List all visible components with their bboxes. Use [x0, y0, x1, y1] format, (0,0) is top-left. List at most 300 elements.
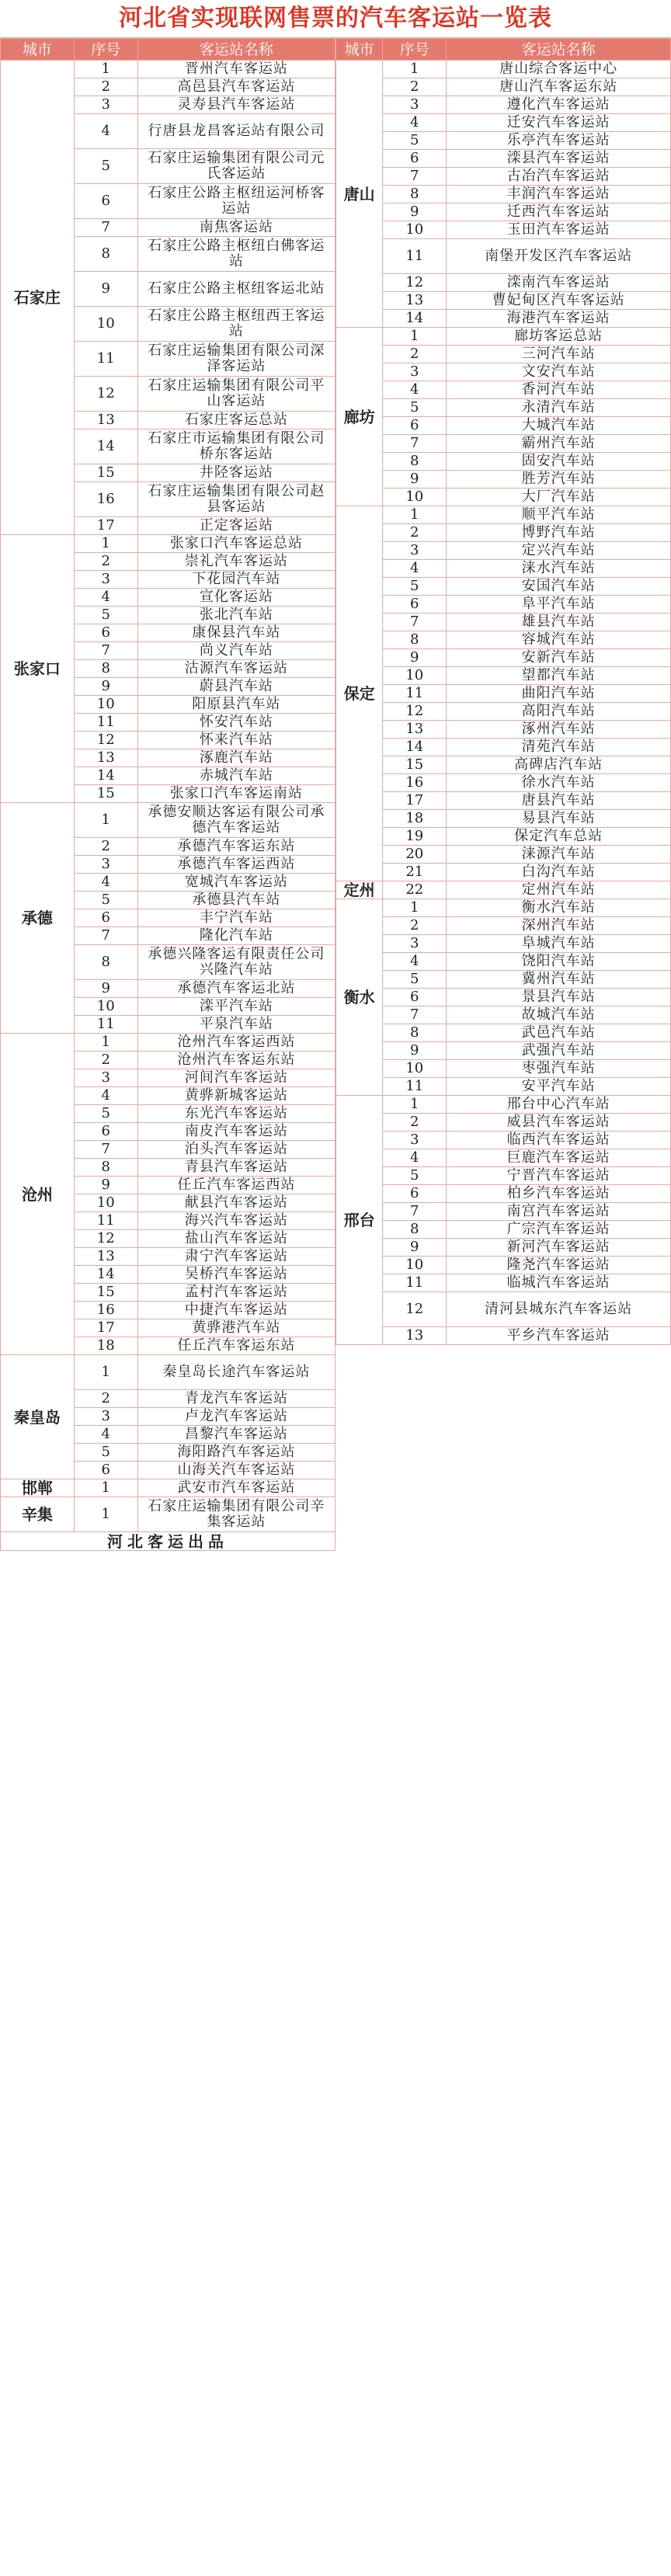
station-name-cell: 玉田汽车客运站 — [447, 221, 671, 239]
seq-cell: 17 — [383, 792, 447, 810]
station-name-cell: 易县汽车站 — [447, 810, 671, 828]
table-row — [336, 168, 671, 186]
table-row — [336, 78, 671, 96]
station-name-cell: 胜芳汽车站 — [447, 471, 671, 488]
station-name-cell: 海港汽车客运站 — [447, 310, 671, 328]
table-row — [336, 667, 671, 685]
seq-cell: 1 — [74, 1034, 137, 1052]
seq-cell: 13 — [74, 412, 137, 429]
seq-cell: 3 — [383, 542, 447, 560]
station-name-cell: 唐山综合客运中心 — [447, 61, 671, 78]
station-name-cell: 深州汽车站 — [447, 917, 671, 935]
station-name-cell: 枣强汽车站 — [447, 1060, 671, 1078]
seq-cell: 22 — [383, 881, 447, 899]
table-row — [336, 471, 671, 488]
station-name-cell: 白沟汽车站 — [447, 864, 671, 881]
city-cell: 邯郸 — [1, 1479, 75, 1497]
seq-cell: 5 — [74, 607, 137, 624]
station-name-cell: 石家庄运输集团有限公司辛集客运站 — [137, 1497, 335, 1532]
station-name-cell: 盐山汽车客运站 — [137, 1230, 335, 1248]
station-name-cell: 安国汽车站 — [447, 578, 671, 596]
seq-cell: 6 — [74, 1462, 137, 1479]
seq-cell: 2 — [383, 524, 447, 542]
table-row — [336, 1096, 671, 1114]
table-row — [336, 721, 671, 739]
seq-cell: 4 — [383, 381, 447, 399]
seq-cell: 3 — [383, 96, 447, 114]
table-row — [336, 935, 671, 953]
station-name-cell: 任丘汽车客运东站 — [137, 1337, 335, 1355]
table-row — [336, 899, 671, 917]
station-name-cell: 文安汽车站 — [447, 363, 671, 381]
station-name-cell: 邢台中心汽车站 — [447, 1096, 671, 1114]
station-name-cell: 孟村汽车客运站 — [137, 1284, 335, 1302]
table-row — [336, 1292, 671, 1327]
seq-cell: 2 — [383, 78, 447, 96]
seq-cell: 9 — [74, 1177, 137, 1194]
station-name-cell: 石家庄公路主枢纽西王客运站 — [137, 307, 335, 342]
seq-cell: 7 — [74, 927, 137, 945]
seq-cell: 11 — [74, 1016, 137, 1034]
table-row — [336, 917, 671, 935]
table-row — [336, 1203, 671, 1221]
seq-cell: 9 — [383, 203, 447, 221]
table-row — [336, 1274, 671, 1292]
station-name-cell: 行唐县龙昌客运站有限公司 — [137, 114, 335, 149]
station-name-cell: 青县汽车客运站 — [137, 1159, 335, 1177]
table-row — [336, 631, 671, 649]
seq-cell: 7 — [383, 435, 447, 453]
seq-cell: 7 — [383, 614, 447, 631]
seq-cell: 10 — [383, 667, 447, 685]
station-name-cell: 阳原县汽车站 — [137, 696, 335, 714]
seq-cell: 13 — [74, 749, 137, 767]
seq-cell: 1 — [74, 803, 137, 838]
table-row — [336, 596, 671, 614]
city-cell: 沧州 — [1, 1034, 75, 1355]
seq-cell: 6 — [74, 624, 137, 642]
table-row — [336, 756, 671, 774]
seq-cell: 11 — [74, 714, 137, 732]
seq-cell: 9 — [74, 678, 137, 696]
table-row — [336, 221, 671, 239]
seq-cell: 8 — [383, 186, 447, 203]
station-name-cell: 康保县汽车站 — [137, 624, 335, 642]
seq-cell: 18 — [74, 1337, 137, 1355]
seq-cell: 1 — [383, 1096, 447, 1114]
station-column-header: 客运站名称 — [137, 39, 335, 61]
table-row — [336, 846, 671, 864]
seq-cell: 7 — [74, 219, 137, 237]
seq-cell: 10 — [383, 1257, 447, 1274]
station-name-cell: 武强汽车站 — [447, 1042, 671, 1060]
station-name-cell: 衡水汽车站 — [447, 899, 671, 917]
table-row — [336, 435, 671, 453]
station-name-cell: 青龙汽车客运站 — [137, 1390, 335, 1408]
seq-cell: 6 — [383, 150, 447, 168]
table-row — [1, 535, 336, 553]
table-row — [336, 399, 671, 417]
station-name-cell: 宽城汽车客运站 — [137, 874, 335, 892]
table-row — [336, 1024, 671, 1042]
station-name-cell: 献县汽车客运站 — [137, 1194, 335, 1212]
table-row — [336, 328, 671, 346]
table-row — [336, 953, 671, 971]
seq-cell: 12 — [383, 274, 447, 292]
station-name-cell: 沧州汽车客运西站 — [137, 1034, 335, 1052]
table-row — [336, 649, 671, 667]
seq-cell: 11 — [383, 1078, 447, 1096]
station-name-cell: 晋州汽车客运站 — [137, 61, 335, 78]
station-name-cell: 承德县汽车站 — [137, 892, 335, 909]
city-cell: 承德 — [1, 803, 75, 1034]
station-name-cell: 涞源汽车站 — [447, 846, 671, 864]
seq-cell: 5 — [383, 399, 447, 417]
seq-cell: 21 — [383, 864, 447, 881]
station-name-cell: 泊头汽车客运站 — [137, 1141, 335, 1159]
table-row — [336, 114, 671, 132]
station-name-cell: 沧州汽车客运东站 — [137, 1052, 335, 1069]
seq-cell: 8 — [383, 1024, 447, 1042]
seq-cell: 1 — [383, 328, 447, 346]
seq-cell: 19 — [383, 828, 447, 846]
seq-cell: 10 — [383, 221, 447, 239]
station-name-cell: 蔚县汽车站 — [137, 678, 335, 696]
station-name-cell: 阜平汽车站 — [447, 596, 671, 614]
seq-cell: 5 — [74, 892, 137, 909]
station-name-cell: 大城汽车站 — [447, 417, 671, 435]
table-row — [336, 488, 671, 506]
seq-cell: 8 — [383, 1221, 447, 1239]
table-row — [336, 239, 671, 274]
station-name-cell: 承德兴隆客运有限责任公司兴隆汽车站 — [137, 945, 335, 980]
seq-cell: 2 — [383, 917, 447, 935]
seq-cell: 11 — [383, 685, 447, 703]
seq-cell: 5 — [383, 132, 447, 150]
seq-cell: 2 — [74, 1390, 137, 1408]
seq-cell: 3 — [74, 1408, 137, 1426]
seq-cell: 12 — [383, 1292, 447, 1327]
station-name-cell: 霸州汽车站 — [447, 435, 671, 453]
footer-credit: 河北客运出品 — [1, 1532, 336, 1551]
table-row — [1, 803, 336, 838]
station-name-cell: 中捷汽车客运站 — [137, 1302, 335, 1319]
seq-cell: 11 — [74, 342, 137, 377]
seq-cell: 6 — [74, 1123, 137, 1141]
table-row — [1, 1034, 336, 1052]
station-name-cell: 石家庄运输集团有限公司深泽客运站 — [137, 342, 335, 377]
seq-cell: 3 — [74, 96, 137, 114]
station-name-cell: 涿州汽车站 — [447, 721, 671, 739]
station-name-cell: 高阳汽车站 — [447, 703, 671, 721]
station-name-cell: 山海关汽车客运站 — [137, 1462, 335, 1479]
seq-cell: 11 — [383, 239, 447, 274]
station-name-cell: 石家庄客运总站 — [137, 412, 335, 429]
table-row — [336, 989, 671, 1006]
seq-cell: 4 — [74, 589, 137, 607]
table-row — [336, 292, 671, 310]
table-row — [336, 61, 671, 78]
seq-column-header: 序号 — [383, 39, 447, 61]
station-name-cell: 三河汽车站 — [447, 346, 671, 363]
seq-cell: 8 — [383, 631, 447, 649]
seq-cell: 12 — [74, 732, 137, 749]
seq-cell: 18 — [383, 810, 447, 828]
seq-cell: 12 — [74, 1230, 137, 1248]
station-name-cell: 饶阳汽车站 — [447, 953, 671, 971]
seq-cell: 9 — [74, 272, 137, 307]
table-row — [336, 1006, 671, 1024]
table-row — [336, 96, 671, 114]
seq-cell: 10 — [383, 488, 447, 506]
table-row — [336, 739, 671, 756]
left-body — [1, 61, 336, 1551]
station-name-cell: 丰润汽车客运站 — [447, 186, 671, 203]
seq-cell: 13 — [383, 721, 447, 739]
station-name-cell: 隆化汽车站 — [137, 927, 335, 945]
seq-cell: 7 — [74, 642, 137, 660]
seq-cell: 1 — [74, 1479, 137, 1497]
table-row — [336, 828, 671, 846]
station-name-cell: 平乡汽车客运站 — [447, 1327, 671, 1345]
station-name-cell: 海兴汽车客运站 — [137, 1212, 335, 1230]
station-name-cell: 石家庄运输集团有限公司元氏客运站 — [137, 149, 335, 184]
table-row — [336, 542, 671, 560]
seq-cell: 1 — [383, 899, 447, 917]
station-name-cell: 涞水汽车站 — [447, 560, 671, 578]
station-name-cell: 下花园汽车站 — [137, 571, 335, 589]
seq-cell: 6 — [383, 417, 447, 435]
city-cell: 邢台 — [336, 1096, 383, 1345]
seq-cell: 2 — [383, 1114, 447, 1132]
station-name-cell: 遵化汽车客运站 — [447, 96, 671, 114]
seq-cell: 2 — [383, 346, 447, 363]
station-name-cell: 正定客运站 — [137, 517, 335, 535]
seq-column-header: 序号 — [74, 39, 137, 61]
table-row — [336, 560, 671, 578]
station-name-cell: 威县汽车客运站 — [447, 1114, 671, 1132]
station-name-cell: 滦平汽车站 — [137, 998, 335, 1016]
seq-cell: 10 — [74, 696, 137, 714]
station-name-cell: 高碑店汽车站 — [447, 756, 671, 774]
seq-cell: 10 — [74, 998, 137, 1016]
seq-cell: 16 — [74, 482, 137, 517]
station-name-cell: 任丘汽车客运西站 — [137, 1177, 335, 1194]
seq-cell: 5 — [383, 971, 447, 989]
station-name-cell: 南焦客运站 — [137, 219, 335, 237]
station-name-cell: 昌黎汽车客运站 — [137, 1426, 335, 1444]
seq-cell: 5 — [383, 1167, 447, 1185]
seq-cell: 14 — [383, 310, 447, 328]
seq-cell: 9 — [383, 649, 447, 667]
station-name-cell: 石家庄运输集团有限公司赵县客运站 — [137, 482, 335, 517]
seq-cell: 14 — [383, 739, 447, 756]
right-station-table — [336, 38, 671, 1345]
seq-cell: 15 — [74, 464, 137, 482]
station-name-cell: 滦南汽车客运站 — [447, 274, 671, 292]
station-name-cell: 博野汽车站 — [447, 524, 671, 542]
station-name-cell: 冀州汽车站 — [447, 971, 671, 989]
city-cell: 唐山 — [336, 61, 383, 328]
table-row — [336, 1239, 671, 1257]
station-name-cell: 南宫汽车客运站 — [447, 1203, 671, 1221]
table-row — [336, 132, 671, 150]
station-name-cell: 张家口汽车客运总站 — [137, 535, 335, 553]
seq-cell: 3 — [74, 571, 137, 589]
seq-cell: 5 — [74, 1105, 137, 1123]
table-row — [336, 310, 671, 328]
station-name-cell: 东光汽车客运站 — [137, 1105, 335, 1123]
station-name-cell: 井陉客运站 — [137, 464, 335, 482]
station-name-cell: 石家庄公路主枢纽客运北站 — [137, 272, 335, 307]
station-name-cell: 张家口汽车客运南站 — [137, 785, 335, 803]
station-name-cell: 武安市汽车客运站 — [137, 1479, 335, 1497]
station-name-cell: 吴桥汽车客运站 — [137, 1266, 335, 1284]
station-name-cell: 隆尧汽车客运站 — [447, 1257, 671, 1274]
station-name-cell: 丰宁汽车站 — [137, 909, 335, 927]
station-name-cell: 阜城汽车站 — [447, 935, 671, 953]
station-name-cell: 容城汽车站 — [447, 631, 671, 649]
seq-cell: 2 — [74, 838, 137, 856]
station-name-cell: 宣化客运站 — [137, 589, 335, 607]
station-name-cell: 清河县城东汽车客运站 — [447, 1292, 671, 1327]
table-row — [336, 453, 671, 471]
city-cell: 保定 — [336, 506, 383, 881]
station-name-cell: 迁西汽车客运站 — [447, 203, 671, 221]
seq-cell: 20 — [383, 846, 447, 864]
table-row — [336, 971, 671, 989]
station-name-cell: 大厂汽车站 — [447, 488, 671, 506]
table-row — [336, 1167, 671, 1185]
header-row — [1, 39, 336, 61]
seq-cell: 3 — [74, 856, 137, 874]
station-name-cell: 承德汽车客运东站 — [137, 838, 335, 856]
station-name-cell: 固安汽车站 — [447, 453, 671, 471]
station-name-cell: 廊坊客运总站 — [447, 328, 671, 346]
table-row — [336, 810, 671, 828]
seq-cell: 4 — [74, 1426, 137, 1444]
table-row — [336, 346, 671, 363]
station-name-cell: 安新汽车站 — [447, 649, 671, 667]
seq-cell: 1 — [383, 61, 447, 78]
seq-cell: 11 — [74, 1212, 137, 1230]
seq-cell: 13 — [383, 1327, 447, 1345]
table-row — [336, 1060, 671, 1078]
station-name-cell: 香河汽车站 — [447, 381, 671, 399]
table-row — [336, 1257, 671, 1274]
left-table — [0, 38, 336, 1551]
station-name-cell: 肃宁汽车客运站 — [137, 1248, 335, 1266]
seq-cell: 16 — [383, 774, 447, 792]
station-name-cell: 徐水汽车站 — [447, 774, 671, 792]
seq-cell: 12 — [383, 703, 447, 721]
station-name-cell: 黄骅新城客运站 — [137, 1087, 335, 1105]
table-row — [336, 881, 671, 899]
left-station-table — [0, 38, 336, 1551]
table-row — [336, 1185, 671, 1203]
seq-cell: 2 — [74, 78, 137, 96]
table-row — [336, 186, 671, 203]
station-name-cell: 石家庄公路主枢纽白佛客运站 — [137, 237, 335, 272]
station-name-cell: 灵寿县汽车客运站 — [137, 96, 335, 114]
station-name-cell: 清苑汽车站 — [447, 739, 671, 756]
station-column-header: 客运站名称 — [447, 39, 671, 61]
seq-cell: 10 — [74, 307, 137, 342]
seq-cell: 17 — [74, 1319, 137, 1337]
station-name-cell: 承德汽车客运西站 — [137, 856, 335, 874]
right-table — [336, 38, 671, 1551]
station-name-cell: 尚义汽车站 — [137, 642, 335, 660]
seq-cell: 15 — [74, 1284, 137, 1302]
seq-cell: 15 — [74, 785, 137, 803]
seq-cell: 5 — [74, 1444, 137, 1462]
table-row — [336, 1149, 671, 1167]
city-cell: 石家庄 — [1, 61, 75, 535]
seq-cell: 14 — [74, 429, 137, 464]
seq-cell: 1 — [74, 1497, 137, 1532]
seq-cell: 10 — [74, 1194, 137, 1212]
seq-cell: 2 — [74, 553, 137, 571]
seq-cell: 4 — [383, 560, 447, 578]
seq-cell: 5 — [74, 149, 137, 184]
station-name-cell: 乐亭汽车客运站 — [447, 132, 671, 150]
station-name-cell: 新河汽车客运站 — [447, 1239, 671, 1257]
seq-cell: 8 — [383, 453, 447, 471]
footer-row — [1, 1532, 336, 1551]
seq-cell: 1 — [74, 1355, 137, 1390]
station-name-cell: 涿鹿汽车站 — [137, 749, 335, 767]
table-row — [336, 506, 671, 524]
table-row — [336, 685, 671, 703]
station-name-cell: 景县汽车站 — [447, 989, 671, 1006]
seq-cell: 13 — [74, 1248, 137, 1266]
station-name-cell: 望都汽车站 — [447, 667, 671, 685]
right-body — [336, 61, 671, 1345]
station-name-cell: 柏乡汽车客运站 — [447, 1185, 671, 1203]
seq-cell: 12 — [74, 377, 137, 412]
station-name-cell: 石家庄运输集团有限公司平山客运站 — [137, 377, 335, 412]
seq-cell: 4 — [383, 953, 447, 971]
seq-cell: 16 — [74, 1302, 137, 1319]
seq-cell: 4 — [74, 114, 137, 149]
station-name-cell: 雄县汽车站 — [447, 614, 671, 631]
seq-cell: 14 — [74, 767, 137, 785]
table-row — [336, 381, 671, 399]
table-row — [336, 274, 671, 292]
seq-cell: 6 — [383, 1185, 447, 1203]
page-title: 河北省实现联网售票的汽车客运站一览表 — [119, 5, 552, 32]
seq-cell: 8 — [74, 945, 137, 980]
seq-cell: 10 — [383, 1060, 447, 1078]
seq-cell: 7 — [383, 1203, 447, 1221]
station-name-cell: 唐山汽车客运东站 — [447, 78, 671, 96]
station-name-cell: 石家庄市运输集团有限公司桥东客运站 — [137, 429, 335, 464]
table-row — [1, 61, 336, 78]
station-name-cell: 唐县汽车站 — [447, 792, 671, 810]
seq-cell: 9 — [383, 471, 447, 488]
station-name-cell: 海阳路汽车客运站 — [137, 1444, 335, 1462]
station-name-cell: 曹妃甸区汽车客运站 — [447, 292, 671, 310]
station-name-cell: 南堡开发区汽车客运站 — [447, 239, 671, 274]
header-row — [336, 39, 671, 61]
table-row — [336, 703, 671, 721]
station-name-cell: 高邑县汽车客运站 — [137, 78, 335, 96]
seq-cell: 4 — [74, 1087, 137, 1105]
station-name-cell: 卢龙汽车客运站 — [137, 1408, 335, 1426]
table-row — [1, 1355, 336, 1390]
table-row — [336, 1132, 671, 1149]
seq-cell: 1 — [383, 506, 447, 524]
